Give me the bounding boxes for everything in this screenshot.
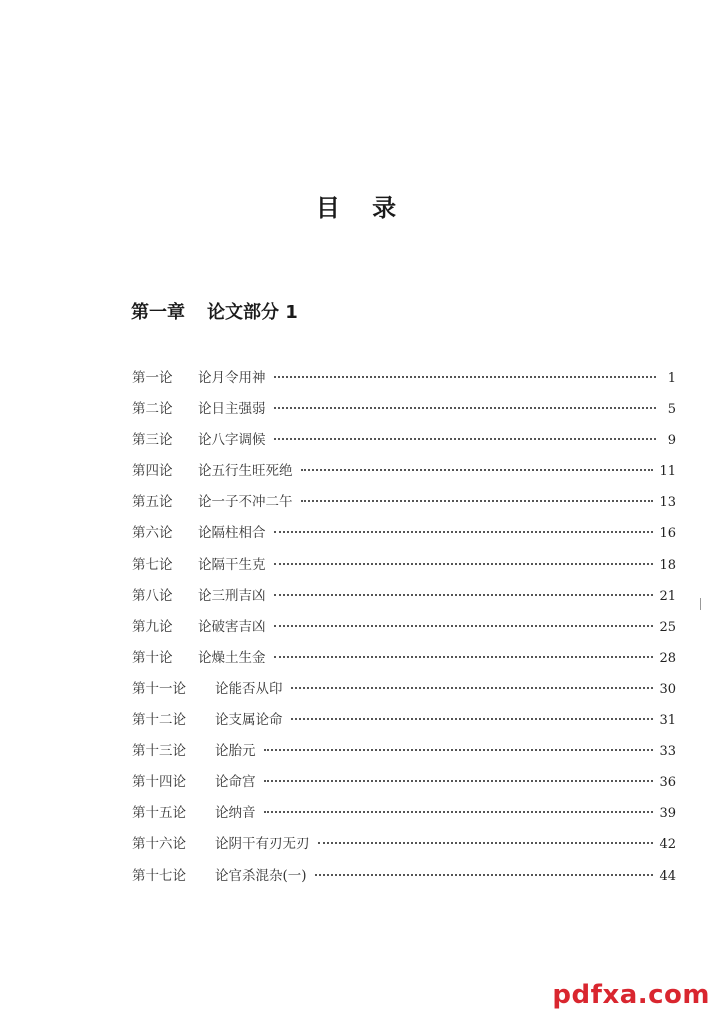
toc-dot-leader <box>274 376 657 378</box>
scan-edge-mark <box>700 598 701 610</box>
toc-entry-topic: 论隔干生克 <box>198 556 266 573</box>
toc-entry-number: 第十二论 <box>132 712 186 729</box>
toc-dot-leader <box>291 687 654 689</box>
toc-entry-page: 25 <box>659 619 676 635</box>
toc-entry[interactable] <box>132 615 676 646</box>
toc-entry-page: 42 <box>659 837 676 853</box>
toc-entry-number: 第十五论 <box>132 805 186 822</box>
toc-entry-topic: 论八字调候 <box>198 432 266 449</box>
table-of-contents <box>132 366 676 895</box>
toc-dot-leader <box>264 811 654 813</box>
toc-entry[interactable] <box>132 428 676 459</box>
toc-entry-page: 13 <box>659 495 676 511</box>
toc-entry-topic: 论隔柱相合 <box>198 525 266 542</box>
toc-entry[interactable] <box>132 770 676 801</box>
toc-entry-page: 44 <box>659 868 676 884</box>
toc-entry-page: 16 <box>659 526 676 542</box>
toc-entry-number: 第三论 <box>132 432 173 449</box>
toc-dot-leader <box>264 749 654 751</box>
toc-entry[interactable] <box>132 490 676 521</box>
toc-entry-page: 31 <box>659 713 676 729</box>
toc-dot-leader <box>274 407 657 409</box>
toc-entry-page: 33 <box>659 744 676 760</box>
toc-entry-page: 21 <box>659 588 676 604</box>
toc-entry-topic: 论燥土生金 <box>198 649 266 666</box>
toc-dot-leader <box>274 656 654 658</box>
toc-entry-page: 9 <box>667 433 676 449</box>
toc-entry-topic: 论命宫 <box>215 774 256 791</box>
toc-entry-topic: 论胎元 <box>215 743 256 760</box>
toc-entry[interactable] <box>132 366 676 397</box>
toc-entry[interactable] <box>132 832 676 863</box>
chapter-heading <box>131 298 298 324</box>
page-title: 目 录 <box>315 194 409 222</box>
toc-dot-leader <box>274 438 657 440</box>
toc-entry-topic: 论能否从印 <box>215 680 283 697</box>
toc-entry-topic: 论官杀混杂(一) <box>215 867 307 884</box>
toc-entry-page: 1 <box>667 371 676 386</box>
toc-entry-number: 第十七论 <box>132 867 186 884</box>
toc-dot-leader <box>318 842 654 844</box>
toc-entry-number: 第十论 <box>132 649 173 666</box>
toc-dot-leader <box>274 563 654 565</box>
chapter-title: 论文部分 1 <box>207 302 298 323</box>
watermark: pdfxa.com <box>552 980 710 1010</box>
toc-entry-page: 28 <box>659 650 676 666</box>
toc-entry[interactable] <box>132 553 676 584</box>
toc-dot-leader <box>274 625 654 627</box>
toc-entry[interactable] <box>132 677 676 708</box>
toc-entry[interactable] <box>132 397 676 428</box>
toc-entry-number: 第六论 <box>132 525 173 542</box>
toc-entry-topic: 论纳音 <box>215 805 256 822</box>
toc-entry-number: 第八论 <box>132 587 173 604</box>
toc-entry-number: 第七论 <box>132 556 173 573</box>
toc-entry[interactable] <box>132 459 676 490</box>
toc-entry-number: 第十四论 <box>132 774 186 791</box>
toc-entry-page: 5 <box>667 402 676 418</box>
toc-entry-number: 第十一论 <box>132 680 186 697</box>
toc-entry[interactable] <box>132 864 676 895</box>
toc-entry-page: 36 <box>659 775 676 791</box>
toc-entry-topic: 论月令用神 <box>198 370 266 386</box>
toc-dot-leader <box>301 500 654 502</box>
toc-entry-page: 30 <box>659 681 676 697</box>
toc-entry[interactable] <box>132 646 676 677</box>
toc-entry-page: 11 <box>659 464 676 480</box>
toc-dot-leader <box>315 874 654 876</box>
toc-entry-number: 第五论 <box>132 494 173 511</box>
toc-entry-topic: 论五行生旺死绝 <box>198 463 293 480</box>
toc-entry-topic: 论一子不冲二午 <box>198 494 293 511</box>
toc-entry-topic: 论破害吉凶 <box>198 618 266 635</box>
toc-entry-page: 18 <box>659 557 676 573</box>
toc-entry[interactable] <box>132 801 676 832</box>
toc-entry[interactable] <box>132 708 676 739</box>
toc-entry-topic: 论支属论命 <box>215 712 283 729</box>
toc-dot-leader <box>264 780 654 782</box>
toc-entry[interactable] <box>132 584 676 615</box>
toc-entry-topic: 论阴干有刃无刃 <box>215 836 310 853</box>
toc-entry-number: 第四论 <box>132 463 173 480</box>
toc-entry-number: 第一论 <box>132 370 173 386</box>
toc-entry[interactable] <box>132 521 676 552</box>
toc-entry-number: 第二论 <box>132 401 173 418</box>
toc-dot-leader <box>301 469 654 471</box>
toc-entry-topic: 论日主强弱 <box>198 401 266 418</box>
toc-entry-number: 第十三论 <box>132 743 186 760</box>
toc-dot-leader <box>274 531 654 533</box>
chapter-number: 第一章 <box>131 302 185 323</box>
toc-entry-page: 39 <box>659 806 676 822</box>
toc-entry-topic: 论三刑吉凶 <box>198 587 266 604</box>
toc-dot-leader <box>291 718 654 720</box>
toc-dot-leader <box>274 594 654 596</box>
toc-entry[interactable] <box>132 739 676 770</box>
toc-entry-number: 第十六论 <box>132 836 186 853</box>
toc-entry-number: 第九论 <box>132 618 173 635</box>
